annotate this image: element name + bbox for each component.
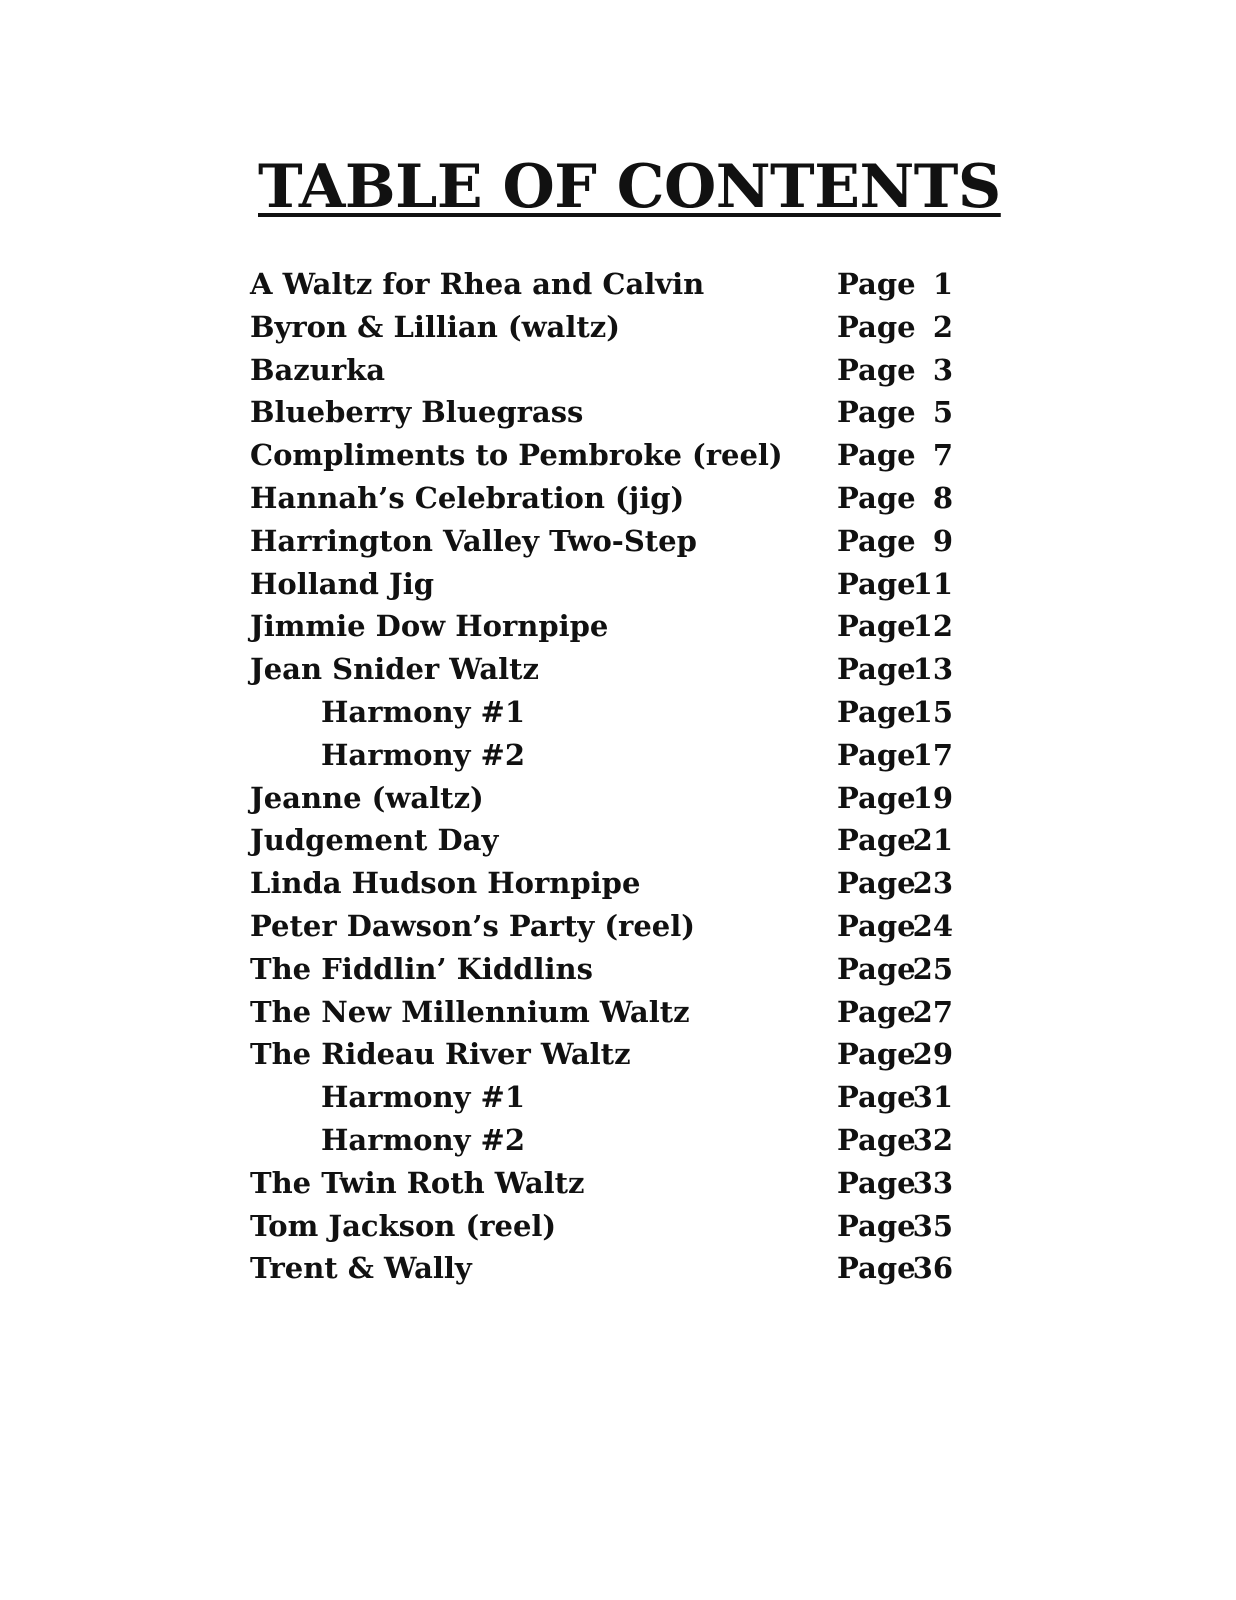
page-number: 24 (912, 908, 953, 943)
toc-subentry (250, 1119, 955, 1162)
toc-entry (250, 948, 955, 991)
table-of-contents-list (250, 263, 955, 1290)
page-label: Page (837, 823, 916, 858)
toc-entry (250, 648, 955, 691)
page-number: 12 (912, 609, 953, 644)
page-label: Page (837, 866, 916, 901)
page-title: TABLE OF CONTENTS (258, 152, 1001, 222)
page-label: Page (837, 1251, 916, 1286)
entry-title: Trent & Wally (250, 1251, 472, 1286)
toc-entry (250, 349, 955, 392)
toc-entry (250, 1033, 955, 1076)
page-label: Page (837, 737, 916, 772)
entry-title: Jimmie Dow Hornpipe (250, 609, 609, 644)
entry-title: Blueberry Bluegrass (250, 395, 584, 430)
entry-title: Jean Snider Waltz (250, 652, 540, 687)
entry-title: The Fiddlin’ Kiddlins (250, 951, 593, 986)
entry-title: Hannah’s Celebration (jig) (250, 480, 685, 515)
entry-title: The Twin Roth Waltz (250, 1165, 585, 1200)
toc-subentry (250, 734, 955, 777)
entry-title: The Rideau River Waltz (250, 1037, 631, 1072)
page-number: 27 (912, 994, 953, 1029)
page-number: 35 (912, 1208, 953, 1243)
entry-title: Harmony #1 (321, 1080, 526, 1115)
page-number: 36 (912, 1251, 953, 1286)
page-label: Page (837, 652, 916, 687)
page-number: 9 (932, 523, 953, 558)
entry-title: Jeanne (waltz) (250, 780, 484, 815)
page-label: Page (837, 1080, 916, 1115)
toc-entry (250, 991, 955, 1034)
page-label: Page (837, 908, 916, 943)
entry-title: Harmony #2 (321, 1122, 526, 1157)
page-number: 11 (912, 566, 953, 601)
page-number: 19 (912, 780, 953, 815)
page-label: Page (837, 438, 916, 473)
entry-title: Harrington Valley Two-Step (250, 523, 697, 558)
page-number: 13 (912, 652, 953, 687)
page-label: Page (837, 395, 916, 430)
page-label: Page (837, 951, 916, 986)
page-number: 31 (912, 1080, 953, 1115)
page-label: Page (837, 994, 916, 1029)
toc-entry (250, 434, 955, 477)
page-label: Page (837, 780, 916, 815)
page-number: 25 (912, 951, 953, 986)
page-number: 5 (932, 395, 953, 430)
entry-title: Harmony #1 (321, 694, 526, 729)
toc-entry (250, 777, 955, 820)
entry-title: Holland Jig (250, 566, 435, 601)
toc-entry (250, 520, 955, 563)
toc-entry (250, 306, 955, 349)
page-label: Page (837, 1122, 916, 1157)
entry-title: The New Millennium Waltz (250, 994, 690, 1029)
entry-title: Tom Jackson (reel) (250, 1208, 557, 1243)
toc-entry (250, 391, 955, 434)
page-number: 23 (912, 866, 953, 901)
entry-title: Bazurka (250, 352, 386, 387)
page-number: 3 (932, 352, 953, 387)
toc-entry (250, 477, 955, 520)
page-label: Page (837, 566, 916, 601)
page-label: Page (837, 1208, 916, 1243)
toc-entry (250, 263, 955, 306)
entry-title: Byron & Lillian (waltz) (250, 309, 620, 344)
page-label: Page (837, 523, 916, 558)
page-number: 21 (912, 823, 953, 858)
page-number: 7 (932, 438, 953, 473)
page-label: Page (837, 1165, 916, 1200)
page-number: 29 (912, 1037, 953, 1072)
page-number: 17 (912, 737, 953, 772)
page-number: 2 (932, 309, 953, 344)
entry-title: Compliments to Pembroke (reel) (250, 438, 783, 473)
toc-entry (250, 1205, 955, 1248)
page-label: Page (837, 609, 916, 644)
toc-entry (250, 1247, 955, 1290)
page-label: Page (837, 352, 916, 387)
toc-entry (250, 862, 955, 905)
entry-title: Linda Hudson Hornpipe (250, 866, 641, 901)
toc-entry (250, 905, 955, 948)
entry-title: A Waltz for Rhea and Calvin (250, 267, 705, 301)
toc-subentry (250, 691, 955, 734)
toc-entry (250, 1162, 955, 1205)
page-number: 8 (932, 480, 953, 515)
entry-title: Peter Dawson’s Party (reel) (250, 908, 695, 943)
page-label: Page (837, 1037, 916, 1072)
page-label: Page (837, 694, 916, 729)
toc-entry (250, 605, 955, 648)
page-label: Page (837, 267, 916, 301)
page-label: Page (837, 309, 916, 344)
page-number: 1 (932, 267, 953, 301)
page-number: 33 (912, 1165, 953, 1200)
page-number: 15 (912, 694, 953, 729)
entry-title: Harmony #2 (321, 737, 526, 772)
toc-subentry (250, 1076, 955, 1119)
page-label: Page (837, 480, 916, 515)
page-number: 32 (912, 1122, 953, 1157)
toc-entry (250, 819, 955, 862)
toc-entry (250, 563, 955, 606)
entry-title: Judgement Day (250, 823, 499, 858)
